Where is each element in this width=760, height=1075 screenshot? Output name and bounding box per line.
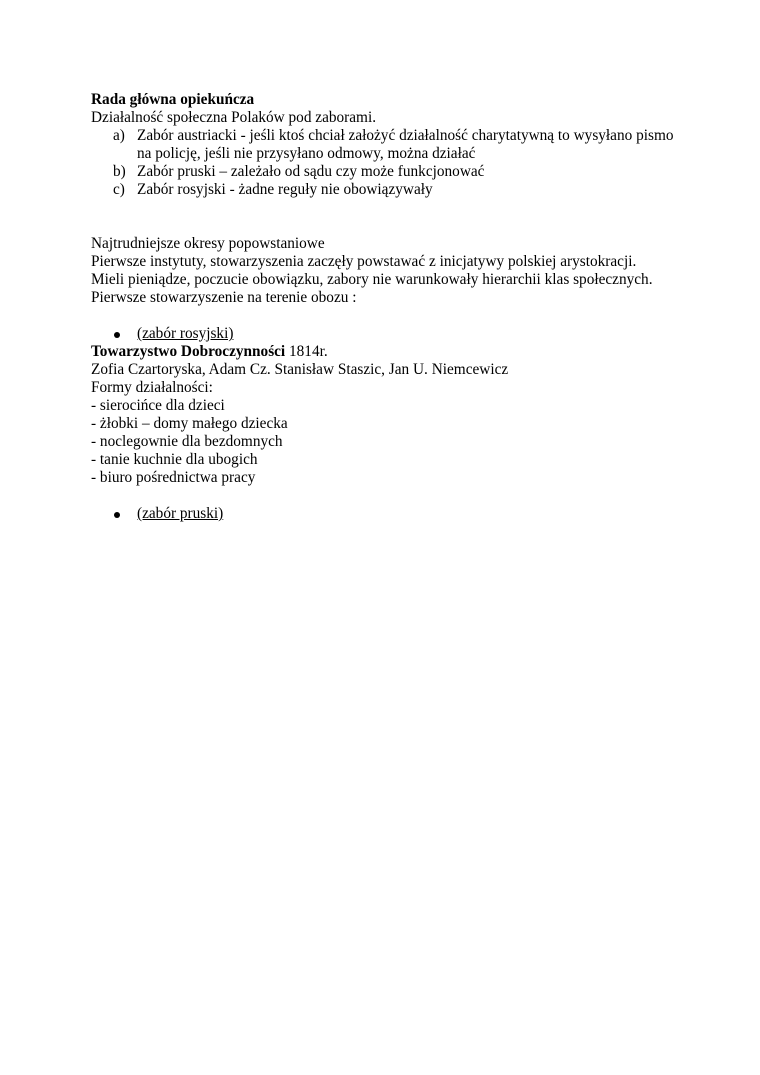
- spacer: [91, 487, 681, 505]
- paragraph-line: Mieli pieniądze, poczucie obowiązku, zabory nie warunkowały hierarchii klas społecznych.: [91, 271, 653, 288]
- bullet-label: (zabór rosyjski): [137, 325, 234, 342]
- bullet-icon: [114, 332, 120, 338]
- bullet-item-russian: [91, 325, 681, 343]
- list-item-text: Zabór rosyjski - żadne reguły nie obowiązywały: [137, 181, 433, 198]
- forms-item: - żłobki – domy małego dziecka: [91, 415, 288, 432]
- paragraph-line: Pierwsze stowarzyszenie na terenie obozu :: [91, 289, 357, 306]
- forms-item: - sierocińce dla dzieci: [91, 397, 225, 414]
- list-marker: a): [113, 127, 125, 144]
- spacer: [91, 199, 681, 235]
- organization-line: [91, 343, 681, 361]
- organization-name: Towarzystwo Dobroczynności: [91, 343, 286, 360]
- document-page: [91, 91, 681, 523]
- list-item-text: Zabór pruski – zależało od sądu czy może funkcjonować: [137, 163, 485, 180]
- list-item-b: [91, 163, 681, 181]
- spacer: [91, 307, 681, 325]
- section-title: Rada główna opiekuńcza: [91, 91, 255, 108]
- bullet-icon: [114, 512, 120, 518]
- forms-item: - tanie kuchnie dla ubogich: [91, 451, 258, 468]
- bullet-label: (zabór pruski): [137, 505, 224, 522]
- intro-line: Działalność społeczna Polaków pod zaborami.: [91, 109, 377, 126]
- forms-item: - noclegownie dla bezdomnych: [91, 433, 283, 450]
- forms-heading: Formy działalności:: [91, 379, 213, 396]
- list-marker: b): [113, 163, 126, 180]
- paragraph-line: Najtrudniejsze okresy popowstaniowe: [91, 235, 325, 252]
- list-item-a: [91, 127, 681, 163]
- paragraph-line: Pierwsze instytuty, stowarzyszenia zaczęły powstawać z inicjatywy polskiej arystokracji.: [91, 253, 637, 270]
- founders-line: Zofia Czartoryska, Adam Cz. Stanisław Staszic, Jan U. Niemcewicz: [91, 361, 509, 378]
- forms-item: - biuro pośrednictwa pracy: [91, 469, 256, 486]
- organization-year: 1814r.: [285, 343, 328, 360]
- bullet-item-prussian: [91, 505, 681, 523]
- list-marker: c): [113, 181, 125, 198]
- list-item-text: Zabór austriacki - jeśli ktoś chciał założyć działalność charytatywną to wysyłano pismo na policję, jeśli nie przysyłano odmowy, można działać: [137, 127, 674, 162]
- list-item-c: [91, 181, 681, 199]
